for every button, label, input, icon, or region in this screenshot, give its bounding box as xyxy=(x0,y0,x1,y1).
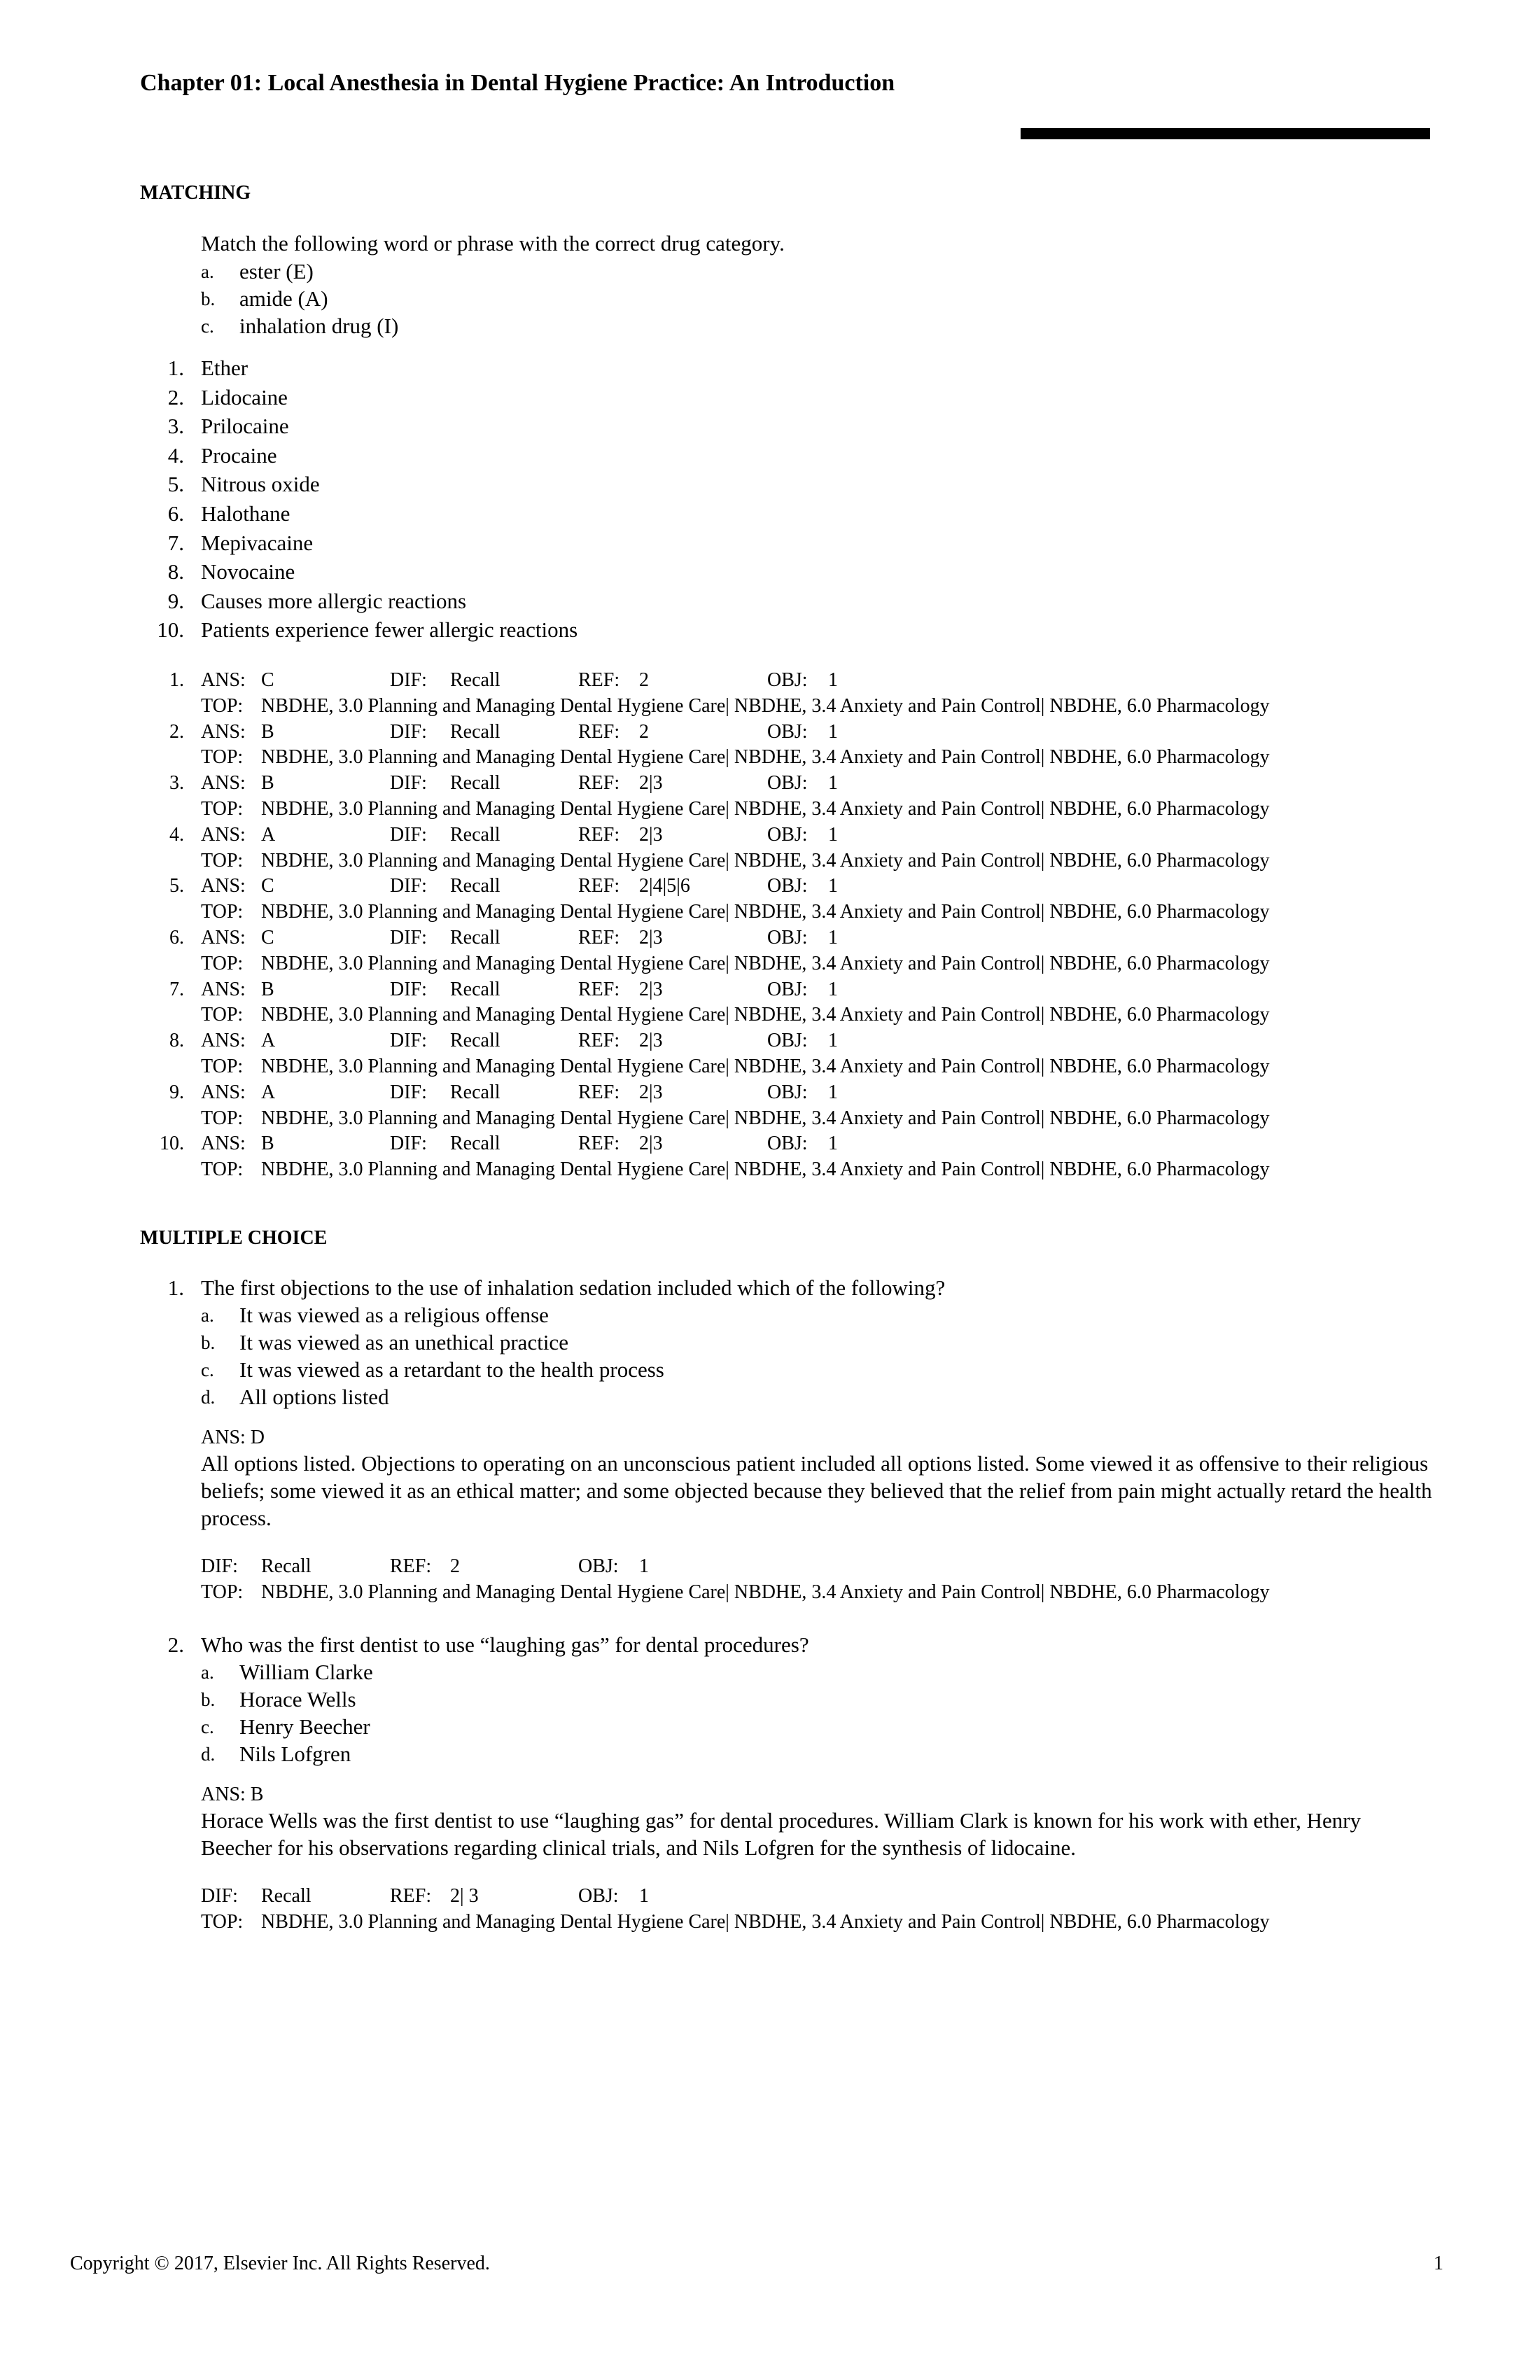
mc-question-1 xyxy=(0,1274,1540,1610)
dif-value: Recall xyxy=(261,1555,312,1577)
top-value: NBDHE, 3.0 Planning and Managing Dental Hygiene Care| NBDHE, 3.4 Anxiety and Pain Control| NBDHE, 6.0 Pharmacology xyxy=(261,1158,1270,1181)
item-text: Procaine xyxy=(201,442,277,468)
ref-label: REF: xyxy=(578,1030,620,1052)
dif-value: Recall xyxy=(450,875,500,897)
ref-label: REF: xyxy=(578,669,620,691)
dif-value: Recall xyxy=(450,978,500,1000)
question-number: 2. xyxy=(167,1632,184,1657)
item-number: 6. xyxy=(167,501,184,526)
dif-value: Recall xyxy=(450,823,500,846)
ref-label: REF: xyxy=(578,927,620,948)
option-letter: a. xyxy=(201,1305,214,1326)
option-text: All options listed xyxy=(239,1385,389,1409)
obj-label: OBJ: xyxy=(767,875,808,897)
answer-number: 6. xyxy=(169,927,184,948)
top-value: NBDHE, 3.0 Planning and Managing Dental Hygiene Care| NBDHE, 3.4 Anxiety and Pain Control| NBDHE, 6.0 Pharmacology xyxy=(261,1581,1270,1603)
ans-label: ANS: xyxy=(201,772,246,794)
category-letter: b. xyxy=(201,288,216,309)
top-label: TOP: xyxy=(201,1107,244,1129)
ref-value: 2| 3 xyxy=(450,1885,479,1907)
option-text: It was viewed as a retardant to the health process xyxy=(239,1357,664,1382)
top-value: NBDHE, 3.0 Planning and Managing Dental Hygiene Care| NBDHE, 3.4 Anxiety and Pain Control| NBDHE, 6.0 Pharmacology xyxy=(261,746,1270,769)
ans-label: ANS: xyxy=(201,978,246,1000)
matching-instruction: Match the following word or phrase with the correct drug category. xyxy=(201,231,785,255)
answer-number: 1. xyxy=(169,669,184,691)
option-letter: d. xyxy=(201,1744,216,1765)
answer-number: 2. xyxy=(169,720,184,743)
answer-key-row xyxy=(0,669,1540,720)
option-text: It was viewed as an unethical practice xyxy=(239,1330,568,1354)
top-value: NBDHE, 3.0 Planning and Managing Dental Hygiene Care| NBDHE, 3.4 Anxiety and Pain Control| NBDHE, 6.0 Pharmacology xyxy=(261,694,1270,717)
answer-number: 3. xyxy=(169,772,184,794)
obj-value: 1 xyxy=(828,720,838,743)
ans-value: A xyxy=(261,823,276,846)
answer-number: 10. xyxy=(160,1133,184,1155)
obj-value: 1 xyxy=(828,1030,838,1052)
item-text: Prilocaine xyxy=(201,414,289,439)
header-rule xyxy=(1021,128,1430,139)
obj-value: 1 xyxy=(828,1081,838,1103)
item-number: 4. xyxy=(167,442,184,468)
option-text: Horace Wells xyxy=(239,1687,356,1712)
answer-number: 7. xyxy=(169,978,184,1000)
item-text: Nitrous oxide xyxy=(201,472,320,497)
obj-label: OBJ: xyxy=(767,720,808,743)
item-number: 1. xyxy=(167,356,184,380)
answer-line: ANS: D xyxy=(201,1427,265,1448)
item-text: Patients experience fewer allergic reactions xyxy=(201,617,578,643)
obj-value: 1 xyxy=(828,823,838,846)
item-text: Lidocaine xyxy=(201,384,288,410)
ans-value: A xyxy=(261,1081,276,1103)
dif-label: DIF: xyxy=(390,927,427,948)
top-value: NBDHE, 3.0 Planning and Managing Dental Hygiene Care| NBDHE, 3.4 Anxiety and Pain Control| NBDHE, 6.0 Pharmacology xyxy=(261,952,1270,974)
top-value: NBDHE, 3.0 Planning and Managing Dental Hygiene Care| NBDHE, 3.4 Anxiety and Pain Control| NBDHE, 6.0 Pharmacology xyxy=(261,1107,1270,1129)
mc-question-2 xyxy=(0,1631,1540,1967)
ref-label: REF: xyxy=(578,772,620,794)
dif-label: DIF: xyxy=(390,875,427,897)
option-letter: c. xyxy=(201,1716,214,1737)
obj-value: 1 xyxy=(828,875,838,897)
dif-label: DIF: xyxy=(390,720,427,743)
dif-value: Recall xyxy=(450,720,500,743)
ans-value: C xyxy=(261,669,274,691)
obj-label: OBJ: xyxy=(767,772,808,794)
obj-value: 1 xyxy=(828,669,838,691)
item-text: Ether xyxy=(201,356,248,380)
ans-value: B xyxy=(261,720,274,743)
ans-value: C xyxy=(261,875,274,897)
ans-value: B xyxy=(261,978,274,1000)
ans-label: ANS: xyxy=(201,1133,246,1155)
dif-value: Recall xyxy=(450,1133,500,1155)
dif-value: Recall xyxy=(261,1885,312,1907)
ref-value: 2 xyxy=(639,669,649,691)
section-heading-matching: MATCHING xyxy=(140,182,251,204)
answer-key-row xyxy=(0,772,1540,822)
top-label: TOP: xyxy=(201,1055,244,1077)
page-number: 1 xyxy=(1434,2253,1443,2274)
ref-label: REF: xyxy=(578,720,620,743)
item-number: 9. xyxy=(167,588,184,613)
item-number: 3. xyxy=(167,414,184,439)
obj-label: OBJ: xyxy=(767,823,808,846)
ans-value: B xyxy=(261,1133,274,1155)
obj-label: OBJ: xyxy=(767,1030,808,1052)
obj-label: OBJ: xyxy=(578,1885,619,1907)
rationale: All options listed. Objections to operating on an unconscious patient included all options listed. Some viewed it as offensive to their religious beliefs; some viewed it as an ethical matter; and some objected because they believed that the relief from pain might actually retard the health process. xyxy=(201,1451,1432,1530)
question-text: Who was the first dentist to use “laughing gas” for dental procedures? xyxy=(201,1632,809,1657)
ref-value: 2|3 xyxy=(639,823,663,846)
top-label: TOP: xyxy=(201,901,244,923)
option-text: Henry Beecher xyxy=(239,1714,370,1739)
category-text: ester (E) xyxy=(239,259,314,284)
item-text: Novocaine xyxy=(201,559,295,584)
answer-key-row xyxy=(0,979,1540,1029)
dif-label: DIF: xyxy=(390,823,427,846)
ref-value: 2 xyxy=(450,1555,460,1577)
dif-label: DIF: xyxy=(201,1555,238,1577)
dif-value: Recall xyxy=(450,1081,500,1103)
dif-label: DIF: xyxy=(390,669,427,691)
ref-value: 2|3 xyxy=(639,1133,663,1155)
ref-label: REF: xyxy=(390,1885,432,1907)
top-label: TOP: xyxy=(201,694,244,717)
ref-value: 2|3 xyxy=(639,1081,663,1103)
ref-label: REF: xyxy=(578,1133,620,1155)
category-letter: a. xyxy=(201,261,214,282)
ref-value: 2 xyxy=(639,720,649,743)
ans-value: B xyxy=(261,772,274,794)
top-label: TOP: xyxy=(201,952,244,974)
ref-value: 2|3 xyxy=(639,978,663,1000)
ans-value: A xyxy=(261,1030,276,1052)
obj-label: OBJ: xyxy=(767,1133,808,1155)
obj-label: OBJ: xyxy=(767,927,808,948)
obj-label: OBJ: xyxy=(767,669,808,691)
dif-label: DIF: xyxy=(201,1885,238,1907)
top-label: TOP: xyxy=(201,1911,244,1933)
top-value: NBDHE, 3.0 Planning and Managing Dental Hygiene Care| NBDHE, 3.4 Anxiety and Pain Control| NBDHE, 6.0 Pharmacology xyxy=(261,1911,1270,1933)
item-text: Halothane xyxy=(201,501,290,526)
obj-value: 1 xyxy=(828,978,838,1000)
ans-label: ANS: xyxy=(201,720,246,743)
top-label: TOP: xyxy=(201,1581,244,1603)
rationale: Horace Wells was the first dentist to use “laughing gas” for dental procedures. William Clark is known for his work with ether, Henry Beecher for his observations regarding clinical trials, and Nils Lofgren for the synthesis of lidocaine. xyxy=(201,1808,1362,1860)
top-value: NBDHE, 3.0 Planning and Managing Dental Hygiene Care| NBDHE, 3.4 Anxiety and Pain Control| NBDHE, 6.0 Pharmacology xyxy=(261,1004,1270,1026)
top-label: TOP: xyxy=(201,849,244,872)
item-number: 7. xyxy=(167,530,184,555)
dif-label: DIF: xyxy=(390,978,427,1000)
answer-key-row xyxy=(0,1030,1540,1080)
top-value: NBDHE, 3.0 Planning and Managing Dental Hygiene Care| NBDHE, 3.4 Anxiety and Pain Control| NBDHE, 6.0 Pharmacology xyxy=(261,1055,1270,1077)
top-value: NBDHE, 3.0 Planning and Managing Dental Hygiene Care| NBDHE, 3.4 Anxiety and Pain Control| NBDHE, 6.0 Pharmacology xyxy=(261,901,1270,923)
option-text: William Clarke xyxy=(239,1660,373,1684)
answer-key-row xyxy=(0,927,1540,977)
ans-value: C xyxy=(261,927,274,948)
answer-key-row xyxy=(0,1133,1540,1183)
answer-number: 5. xyxy=(169,875,184,897)
ref-label: REF: xyxy=(578,1081,620,1103)
ref-label: REF: xyxy=(578,823,620,846)
answer-number: 9. xyxy=(169,1081,184,1103)
ans-label: ANS: xyxy=(201,669,246,691)
dif-label: DIF: xyxy=(390,1081,427,1103)
obj-label: OBJ: xyxy=(767,1081,808,1103)
item-number: 8. xyxy=(167,559,184,584)
answer-number: 4. xyxy=(169,823,184,846)
category-letter: c. xyxy=(201,316,214,337)
obj-value: 1 xyxy=(639,1555,649,1577)
copyright-notice: Copyright © 2017, Elsevier Inc. All Rights Reserved. xyxy=(70,2253,490,2274)
option-letter: d. xyxy=(201,1387,216,1408)
top-value: NBDHE, 3.0 Planning and Managing Dental Hygiene Care| NBDHE, 3.4 Anxiety and Pain Control| NBDHE, 6.0 Pharmacology xyxy=(261,797,1270,820)
item-text: Causes more allergic reactions xyxy=(201,588,467,613)
ans-label: ANS: xyxy=(201,823,246,846)
dif-value: Recall xyxy=(450,772,500,794)
obj-value: 1 xyxy=(639,1885,649,1907)
answer-key-row xyxy=(0,875,1540,925)
question-text: The first objections to the use of inhalation sedation included which of the following? xyxy=(201,1275,946,1300)
answer-line: ANS: B xyxy=(201,1784,264,1805)
top-value: NBDHE, 3.0 Planning and Managing Dental Hygiene Care| NBDHE, 3.4 Anxiety and Pain Control| NBDHE, 6.0 Pharmacology xyxy=(261,849,1270,872)
ref-label: REF: xyxy=(390,1555,432,1577)
top-label: TOP: xyxy=(201,1004,244,1026)
option-letter: b. xyxy=(201,1332,216,1353)
option-text: Nils Lofgren xyxy=(239,1742,351,1766)
chapter-title: Chapter 01: Local Anesthesia in Dental Hygiene Practice: An Introduction xyxy=(140,70,895,96)
dif-value: Recall xyxy=(450,669,500,691)
item-number: 5. xyxy=(167,472,184,497)
category-text: inhalation drug (I) xyxy=(239,314,399,338)
dif-label: DIF: xyxy=(390,1030,427,1052)
ref-value: 2|3 xyxy=(639,1030,663,1052)
ans-label: ANS: xyxy=(201,1081,246,1103)
ref-value: 2|3 xyxy=(639,927,663,948)
obj-label: OBJ: xyxy=(578,1555,619,1577)
matching-items xyxy=(0,354,578,643)
dif-label: DIF: xyxy=(390,1133,427,1155)
matching-answer-key xyxy=(0,669,1540,1187)
category-text: amide (A) xyxy=(239,286,328,311)
dif-label: DIF: xyxy=(390,772,427,794)
answer-number: 8. xyxy=(169,1030,184,1052)
dif-value: Recall xyxy=(450,927,500,948)
ans-label: ANS: xyxy=(201,1030,246,1052)
answer-key-row xyxy=(0,721,1540,771)
section-heading-multiple-choice: MULTIPLE CHOICE xyxy=(140,1227,328,1249)
ref-label: REF: xyxy=(578,978,620,1000)
obj-value: 1 xyxy=(828,772,838,794)
ref-label: REF: xyxy=(578,875,620,897)
question-number: 1. xyxy=(167,1275,184,1300)
top-label: TOP: xyxy=(201,1158,244,1181)
option-letter: a. xyxy=(201,1662,214,1683)
top-label: TOP: xyxy=(201,797,244,820)
option-letter: c. xyxy=(201,1359,214,1380)
obj-label: OBJ: xyxy=(767,978,808,1000)
option-text: It was viewed as a religious offense xyxy=(239,1303,549,1327)
obj-value: 1 xyxy=(828,1133,838,1155)
answer-key-row xyxy=(0,1082,1540,1132)
ans-label: ANS: xyxy=(201,875,246,897)
ans-label: ANS: xyxy=(201,927,246,948)
top-label: TOP: xyxy=(201,746,244,769)
item-number: 2. xyxy=(167,384,184,410)
ref-value: 2|3 xyxy=(639,772,663,794)
item-number: 10. xyxy=(157,617,184,643)
ref-value: 2|4|5|6 xyxy=(639,875,690,897)
option-letter: b. xyxy=(201,1689,216,1710)
dif-value: Recall xyxy=(450,1030,500,1052)
obj-value: 1 xyxy=(828,927,838,948)
answer-key-row xyxy=(0,824,1540,874)
item-text: Mepivacaine xyxy=(201,530,314,555)
